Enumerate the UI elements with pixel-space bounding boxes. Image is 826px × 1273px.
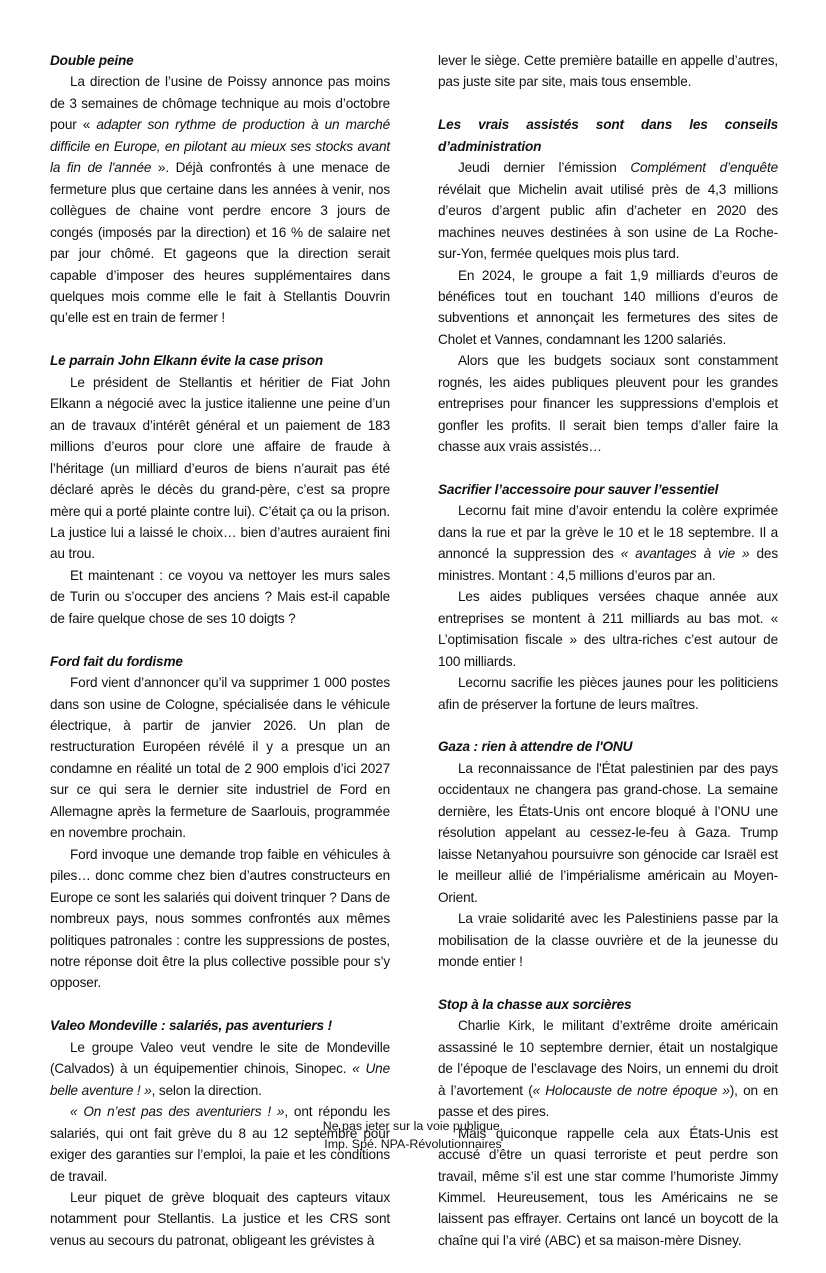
text: La reconnaissance de l'État palestinien par des pays occidentaux ne changera pas grand-chose. La semaine dernière, les États-Unis ont encore bloqué à l’ONU une résolution appelant au cessez-le-feu à Gaza. Trump laisse Netanyahou poursuivre son génocide car Israël est le meilleur allié de l’impérialisme américain au Moyen-Orient. [438, 760, 778, 905]
text: Lecornu sacrifie les pièces jaunes pour les politiciens afin de préserver la fortune de leurs maîtres. [438, 675, 778, 712]
text: Leur piquet de grève bloquait des capteurs vitaux notamment pour Stellantis. La justice et les CRS sont venus au secours du patronat, obligeant les grévistes à [50, 1189, 390, 1248]
text: Ford vient d’annoncer qu’il va supprimer 1 000 postes dans son usine de Cologne, spécialisée dans le véhicule électrique, à partir de janvier 2026. Un plan de restructuration Européen révélé il y a presque un an condamne en réalité un total de 2 900 emplois d’ici 2027 sur ce qui sera le dernier site industriel de Ford en Allemagne après la fermeture de Saarlouis, programmée en novembre prochain. [50, 675, 390, 841]
article-paragraph [438, 265, 778, 351]
text: , ont répondu les salariés, qui ont fait grève du 8 au 12 septembre pour exiger des garanties sur l’emploi, la paie et les conditions de travail. [50, 1104, 390, 1184]
text: des ministres. Montant : 4,5 millions d’euros par an. [438, 546, 778, 583]
article-title: Double peine [50, 53, 134, 68]
article-paragraph [50, 565, 390, 629]
italic-text: « avantages à vie » [620, 546, 750, 562]
article-title: Les vrais assistés sont dans les conseils d’administration [438, 117, 778, 154]
italic-text: Complément d’enquête [630, 160, 778, 176]
left-column [50, 50, 390, 1273]
text: La vraie solidarité avec les Palestiniens passe par la mobilisation de la classe ouvrière et de la jeunesse du monde entier ! [438, 911, 778, 969]
text: ), on en passe et des pires. [438, 1082, 778, 1120]
article-paragraph [50, 844, 390, 994]
article-paragraph [50, 1037, 390, 1101]
article-le-parrain-john-elkann-evite-la-case-pri [50, 350, 390, 629]
text: ». Déjà confrontés à une menace de fermeture plus que certaine dans les années à venir, nos collègues de chaine vont perdre encore 3 jours de congés (imposés par la direction) et 16 % de salaire net par jour chômé. Et gageons que la direction serait capable d’imposer des heures supplémentaires dans quelques mois comme elle le fait à Stellantis Douvrin qu’elle est en train de fermer ! [50, 160, 390, 326]
text: Alors que les budgets sociaux sont constamment rognés, les aides publiques pleuvent pour les grandes entreprises pour financer les suppressions d’emplois et gonfler les profits. Il serait bien temps d’aller faire la chasse aux vrais assistés… [438, 353, 778, 455]
text: La direction de l’usine de Poissy annonce pas moins de 3 semaines de chômage technique au mois d’octobre pour « [50, 74, 390, 133]
text: Lecornu fait mine d’avoir entendu la colère exprimée dans la rue et par la grève le 10 et le 18 septembre. Il a annoncé la suppression des [438, 503, 778, 562]
spacer [438, 93, 778, 114]
article-paragraph [438, 500, 778, 586]
text: Le président de Stellantis et héritier de Fiat John Elkann a négocié avec la justice italienne une peine d’un an de travaux d’intérêt général et un paiement de 183 millions d’euros pour clore une affaire de fraude à l’héritage (un milliard d’euros de biens n’aurait pas été déclaré après le décès du grand-père, c’est sa propre mère qui a porté plainte contre lui). C’était ça ou la prison. La justice lui a laissé le choix… bien d’autres auraient fini au trou. [50, 374, 390, 562]
article-paragraph [438, 350, 778, 457]
article-les-vrais-assistes-sont-dans-les-conseil [438, 114, 778, 457]
article-title: Valeo Mondeville : salariés, pas aventuriers ! [50, 1018, 332, 1034]
article-paragraph [50, 672, 390, 844]
article-title: Le parrain John Elkann évite la case prison [50, 353, 324, 369]
text: Charlie Kirk, le militant d’extrême droite américain assassiné le 10 septembre dernier, était un nostalgique de l’époque de l’esclavage des Noirs, un ennemi du droit à l’avortement ( [438, 1018, 778, 1098]
text: Mais quiconque rappelle cela aux États-Unis est accusé d’être un quasi terroriste et peut perdre son travail, même s’il est une star comme l’humoriste Jimmy Kimmel. Heureusement, tous les Américains ne se laissent pas effrayer. Certains ont lancé un boycott de la chaîne qui l’a viré (ABC) et sa maison-mère Disney. [438, 1125, 778, 1248]
article-paragraph [438, 672, 778, 715]
article-paragraph [438, 157, 778, 264]
footer [0, 1117, 826, 1153]
text: révélait que Michelin avait utilisé près de 4,3 millions d’euros d’argent public afin d’acheter en 2020 des machines neuves destinées à son usine de La Roche-sur-Yon, fermée quelques mois plus tard. [438, 181, 778, 262]
text: En 2024, le groupe a fait 1,9 milliards d’euros de bénéfices tout en touchant 140 millions d’euros de subventions et annonçait les fermetures des sites de Cholet et Vannes, condamnant les 1200 salariés. [438, 267, 778, 347]
article-paragraph [438, 758, 778, 908]
text: , selon la direction. [151, 1082, 262, 1098]
article-title: Ford fait du fordisme [50, 653, 183, 669]
text: Et maintenant : ce voyou va nettoyer les murs sales de Turin ou s’occuper des anciens ? Mais est-il capable de faire quelque chose de ses 10 doigts ? [50, 567, 390, 626]
text: Jeudi dernier l’émission [458, 160, 631, 176]
italic-text: adapter son rythme de production à un marché difficile en Europe, en pilotant au mieux ses stocks avant la fin de l'année [50, 117, 391, 176]
footer-disposal-notice: Ne pas jeter sur la voie publique. [322, 1119, 504, 1133]
text: Ford invoque une demande trop faible en véhicules à piles… donc comme chez bien d’autres constructeurs en Europe ce sont les salariés qui doivent trinquer ? Dans de nombreux pays, nous sommes confrontés aux mêmes politiques patronales : contre les suppressions de postes, notre réponse doit être la plus collective possible pour s’y opposer. [50, 846, 390, 991]
continued-paragraph: lever le siège. Cette première bataille en appelle d’autres, pas juste site par site, mais tous ensemble. [438, 53, 778, 90]
right-column [438, 50, 778, 1273]
article-title: Gaza : rien à attendre de l'ONU [438, 739, 633, 755]
italic-text: « Holocauste de notre époque » [532, 1082, 730, 1098]
italic-text: « On n’est pas des aventuriers ! » [70, 1104, 285, 1120]
article-double-peine [50, 50, 390, 329]
article-paragraph [50, 71, 390, 328]
article-paragraph [50, 372, 390, 565]
text: Les aides publiques versées chaque année aux entreprises se montent à 211 milliards au bas mot. « L’optimisation fiscale » des ultra-riches c’est autour de 100 milliards. [438, 589, 778, 669]
article-gaza-rien-a-attendre-de-l-onu [438, 736, 778, 972]
article-paragraph [50, 1187, 390, 1251]
article-paragraph [438, 1015, 778, 1122]
article-paragraph [438, 908, 778, 972]
article-sacrifier-l-accessoire-pour-sauver-l-ess [438, 479, 778, 715]
text: Le groupe Valeo veut vendre le site de Mondeville (Calvados) à un équipementier chinois, Sinopec. [50, 1039, 390, 1077]
article-ford-fait-du-fordisme [50, 651, 390, 994]
article-title: Stop à la chasse aux sorcières [438, 996, 632, 1012]
article-paragraph [438, 586, 778, 672]
article-title: Sacrifier l’accessoire pour sauver l’essentiel [438, 482, 719, 498]
italic-text: « Une belle aventure ! » [50, 1061, 390, 1098]
footer-printer-credit: Imp. Spé. NPA-Révolutionnaires [324, 1137, 502, 1151]
